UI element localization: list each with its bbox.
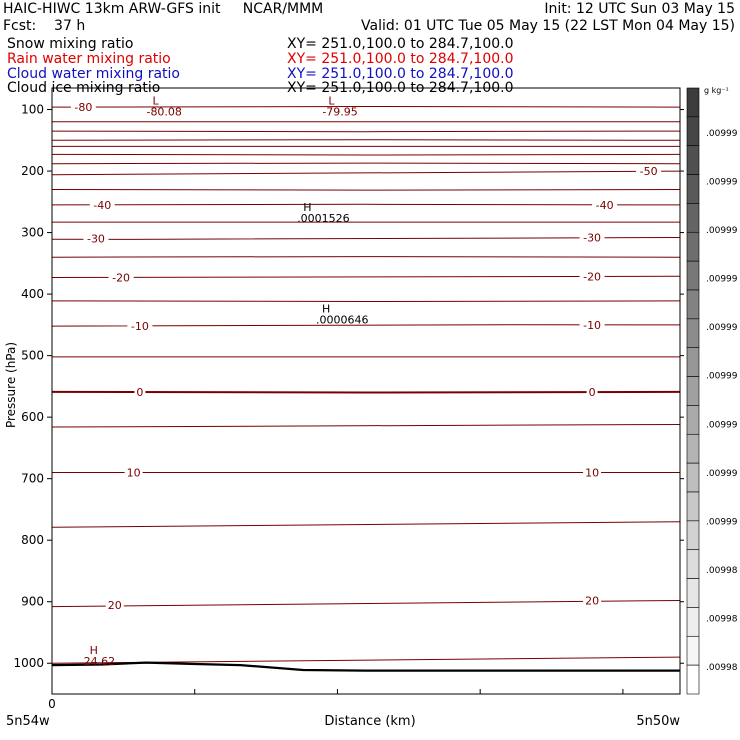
header-init-time: Init: 12 UTC Sun 03 May 15 (544, 1, 735, 17)
colorbar-segment (687, 290, 699, 319)
contour-label: -10 (583, 318, 602, 332)
header-title: HAIC-HIWC 13km ARW-GFS init NCAR/MMM (3, 1, 324, 17)
colorbar-segment (687, 521, 699, 550)
extremum-value: 24.62 (83, 655, 116, 669)
extremum-value: -80.08 (146, 105, 182, 119)
header-valid-time: Valid: 01 UTC Tue 05 May 15 (22 LST Mon 04 May 15) (361, 18, 735, 34)
extrema-layer (84, 95, 369, 668)
field-label-rain: Rain water mixing ratio (7, 51, 171, 67)
contour-label: -50 (639, 165, 658, 179)
colorbar-label: .00999 (706, 177, 738, 188)
contour-label: -30 (86, 232, 105, 246)
contour-label: -80 (74, 101, 93, 115)
colorbar-label: .00998 (706, 663, 738, 673)
colorbar-label: .00999 (706, 226, 738, 237)
colorbar-label: .00999 (706, 420, 738, 431)
extremum-mark: H (322, 302, 331, 316)
contour-label: -20 (583, 270, 602, 284)
colorbar-segment (687, 88, 699, 117)
extremum-mark: L (152, 94, 159, 108)
isotherm-line (52, 522, 680, 528)
y-tick-label: 1000 (13, 656, 44, 671)
y-tick-label: 800 (21, 533, 44, 548)
colorbar-segment (687, 175, 699, 204)
y-axis-label: Pressure (hPa) (4, 341, 18, 429)
isotherm-line (52, 171, 680, 175)
colorbar-segment (687, 348, 699, 377)
colorbar-label: .00999 (706, 323, 738, 334)
colorbar-segment (687, 579, 699, 608)
y-tick-label: 200 (21, 164, 44, 179)
colorbar-segment (687, 146, 699, 175)
field-xy-snow: XY= 251.0,100.0 to 284.7,100.0 (287, 36, 514, 52)
colorbar (687, 86, 738, 694)
colorbar-label: .00998 (706, 614, 738, 625)
colorbar-segment (687, 405, 699, 434)
y-tick-label: 400 (21, 287, 44, 302)
x-axis-label: Distance (km) (324, 714, 416, 729)
y-tick-label: 500 (21, 348, 44, 363)
field-label-cloud-ice: Cloud ice mixing ratio (7, 80, 161, 96)
contour-label: -40 (93, 198, 112, 212)
isotherm-line (52, 301, 680, 302)
contour-label: 20 (107, 598, 122, 612)
y-tick-label: 700 (21, 471, 44, 486)
header-forecast-hour: Fcst: 37 h (3, 18, 86, 34)
x-left-label: 5n54w (6, 714, 50, 729)
y-tick-label: 100 (21, 102, 44, 117)
extremum-mark: L (328, 94, 335, 108)
colorbar-unit: g kg⁻¹ (704, 86, 729, 95)
x-right-label: 5n50w (636, 714, 680, 729)
colorbar-segment (687, 434, 699, 463)
colorbar-segment (687, 261, 699, 290)
isotherm-line (52, 140, 680, 141)
colorbar-segment (687, 377, 699, 406)
colorbar-segment (687, 319, 699, 348)
colorbar-segment (687, 203, 699, 232)
colorbar-label: .00999 (706, 129, 738, 139)
isotherm-line (52, 131, 680, 132)
colorbar-label: .00999 (706, 517, 738, 528)
contour-label: 20 (585, 594, 600, 608)
isotherm-line (52, 204, 680, 205)
field-xy-cloud-water: XY= 251.0,100.0 to 284.7,100.0 (287, 66, 514, 82)
extremum-value: .0001526 (297, 212, 350, 226)
isotherm-line (52, 392, 680, 393)
extremum-value: -79.95 (322, 105, 358, 119)
isotherm-line (52, 257, 680, 258)
colorbar-label: .00999 (706, 274, 738, 285)
field-label-snow: Snow mixing ratio (7, 36, 134, 52)
contour-label: -40 (595, 198, 614, 212)
contour-label: -20 (112, 271, 131, 285)
isotherm-line (52, 163, 680, 164)
colorbar-segment (687, 636, 699, 665)
terrain-layer (52, 663, 680, 671)
colorbar-segment (687, 665, 699, 694)
y-tick-label: 300 (21, 225, 44, 240)
contour-label: -30 (583, 231, 602, 245)
extremum-value: .0000646 (316, 313, 369, 327)
colorbar-segment (687, 550, 699, 579)
y-tick-label: 900 (21, 594, 44, 609)
colorbar-segment (687, 463, 699, 492)
contour-label: -10 (130, 320, 149, 334)
contour-label: 0 (136, 385, 144, 399)
terrain-line (52, 663, 680, 671)
extremum-mark: H (89, 644, 98, 658)
field-label-cloud-water: Cloud water mixing ratio (7, 66, 180, 82)
contour-label: 10 (126, 466, 141, 480)
isotherm-layer (52, 107, 680, 664)
field-xy-rain: XY= 251.0,100.0 to 284.7,100.0 (287, 51, 514, 67)
y-tick-label: 600 (21, 410, 44, 425)
x-zero-label: 0 (48, 697, 56, 711)
extremum-mark: H (303, 201, 312, 215)
colorbar-label: .00999 (706, 371, 738, 382)
colorbar-segment (687, 492, 699, 521)
contour-label: 0 (588, 385, 596, 399)
contour-label: 10 (585, 466, 600, 480)
isotherm-line (52, 190, 680, 191)
colorbar-label: .00998 (706, 565, 738, 576)
colorbar-segment (687, 232, 699, 261)
colorbar-segment (687, 117, 699, 146)
colorbar-segment (687, 607, 699, 636)
field-xy-cloud-ice: XY= 251.0,100.0 to 284.7,100.0 (287, 80, 514, 96)
colorbar-label: .00999 (706, 468, 738, 479)
isotherm-line (52, 425, 680, 428)
isotherm-line (52, 154, 680, 155)
